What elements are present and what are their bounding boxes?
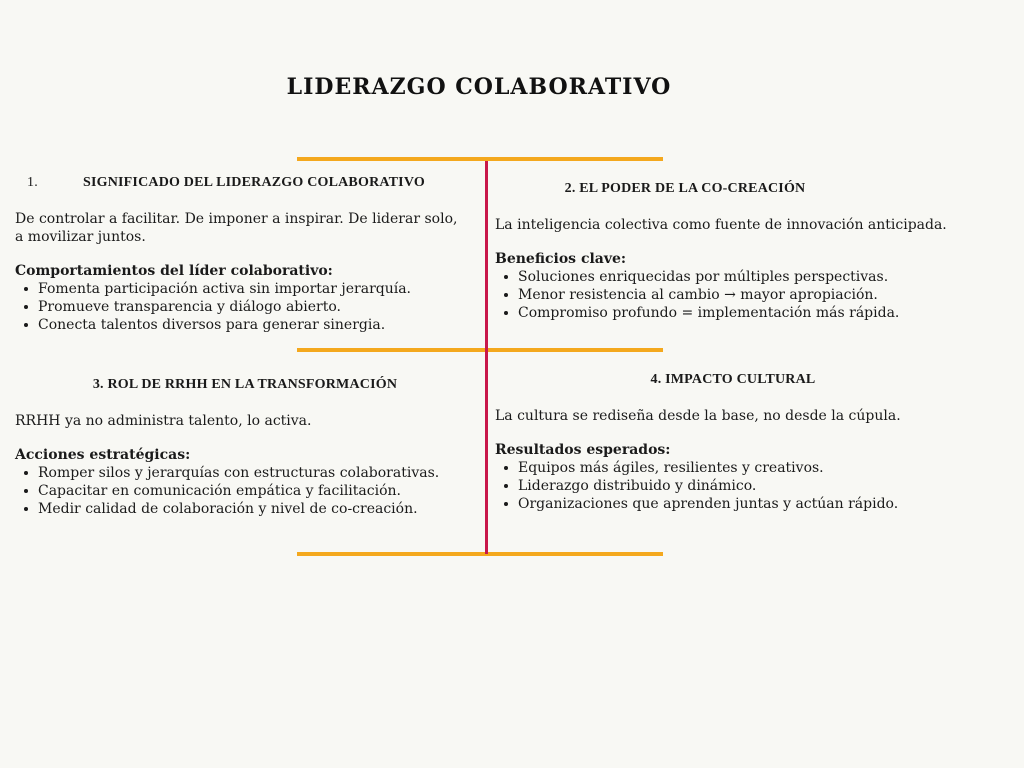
section-heading: 4. IMPACTO CULTURAL	[650, 372, 816, 387]
list-item: Fomenta participación activa sin importar jerarquía.	[38, 280, 465, 298]
section-subheading: Comportamientos del líder colaborativo:	[15, 263, 333, 279]
divider-top	[297, 157, 663, 161]
section-heading: 2. EL PODER DE LA CO-CREACIÓN	[564, 181, 806, 196]
section-subheading: Beneficios clave:	[495, 251, 627, 267]
bullet-list	[495, 459, 985, 513]
divider-bottom	[297, 552, 663, 556]
section-number: 1.	[27, 175, 38, 190]
section-subheading: Acciones estratégicas:	[15, 447, 191, 463]
section-significado	[15, 174, 465, 334]
section-intro: RRHH ya no administra talento, lo activa.	[15, 413, 312, 429]
page-title: LIDERAZGO COLABORATIVO	[286, 74, 672, 100]
section-impacto-cultural	[495, 371, 985, 513]
bullet-list	[15, 280, 465, 334]
list-item: Soluciones enriquecidas por múltiples perspectivas.	[518, 268, 985, 286]
list-item: Equipos más ágiles, resilientes y creativos.	[518, 459, 985, 477]
list-item: Romper silos y jerarquías con estructuras colaborativas.	[38, 464, 465, 482]
list-item: Promueve transparencia y diálogo abierto.	[38, 298, 465, 316]
section-co-creacion	[495, 180, 985, 322]
list-item: Menor resistencia al cambio → mayor apropiación.	[518, 286, 985, 304]
divider-middle	[297, 348, 663, 352]
section-heading	[15, 174, 465, 192]
list-item: Organizaciones que aprenden juntas y actúan rápido.	[518, 495, 985, 513]
section-subheading: Resultados esperados:	[495, 442, 671, 458]
list-item: Compromiso profundo = implementación más rápida.	[518, 304, 985, 322]
list-item: Medir calidad de colaboración y nivel de co-creación.	[38, 500, 465, 518]
section-heading-text: SIGNIFICADO DEL LIDERAZGO COLABORATIVO	[83, 175, 425, 190]
section-rol-rrhh	[15, 376, 465, 518]
list-item: Capacitar en comunicación empática y facilitación.	[38, 482, 465, 500]
bullet-list	[15, 464, 465, 518]
section-intro: De controlar a facilitar. De imponer a inspirar. De liderar solo, a movilizar juntos.	[15, 211, 458, 245]
bullet-list	[495, 268, 985, 322]
list-item: Liderazgo distribuido y dinámico.	[518, 477, 985, 495]
section-intro: La cultura se rediseña desde la base, no desde la cúpula.	[495, 408, 901, 424]
section-intro: La inteligencia colectiva como fuente de innovación anticipada.	[495, 217, 947, 233]
section-heading: 3. ROL DE RRHH EN LA TRANSFORMACIÓN	[92, 377, 398, 392]
divider-vertical	[485, 161, 488, 554]
list-item: Conecta talentos diversos para generar sinergia.	[38, 316, 465, 334]
